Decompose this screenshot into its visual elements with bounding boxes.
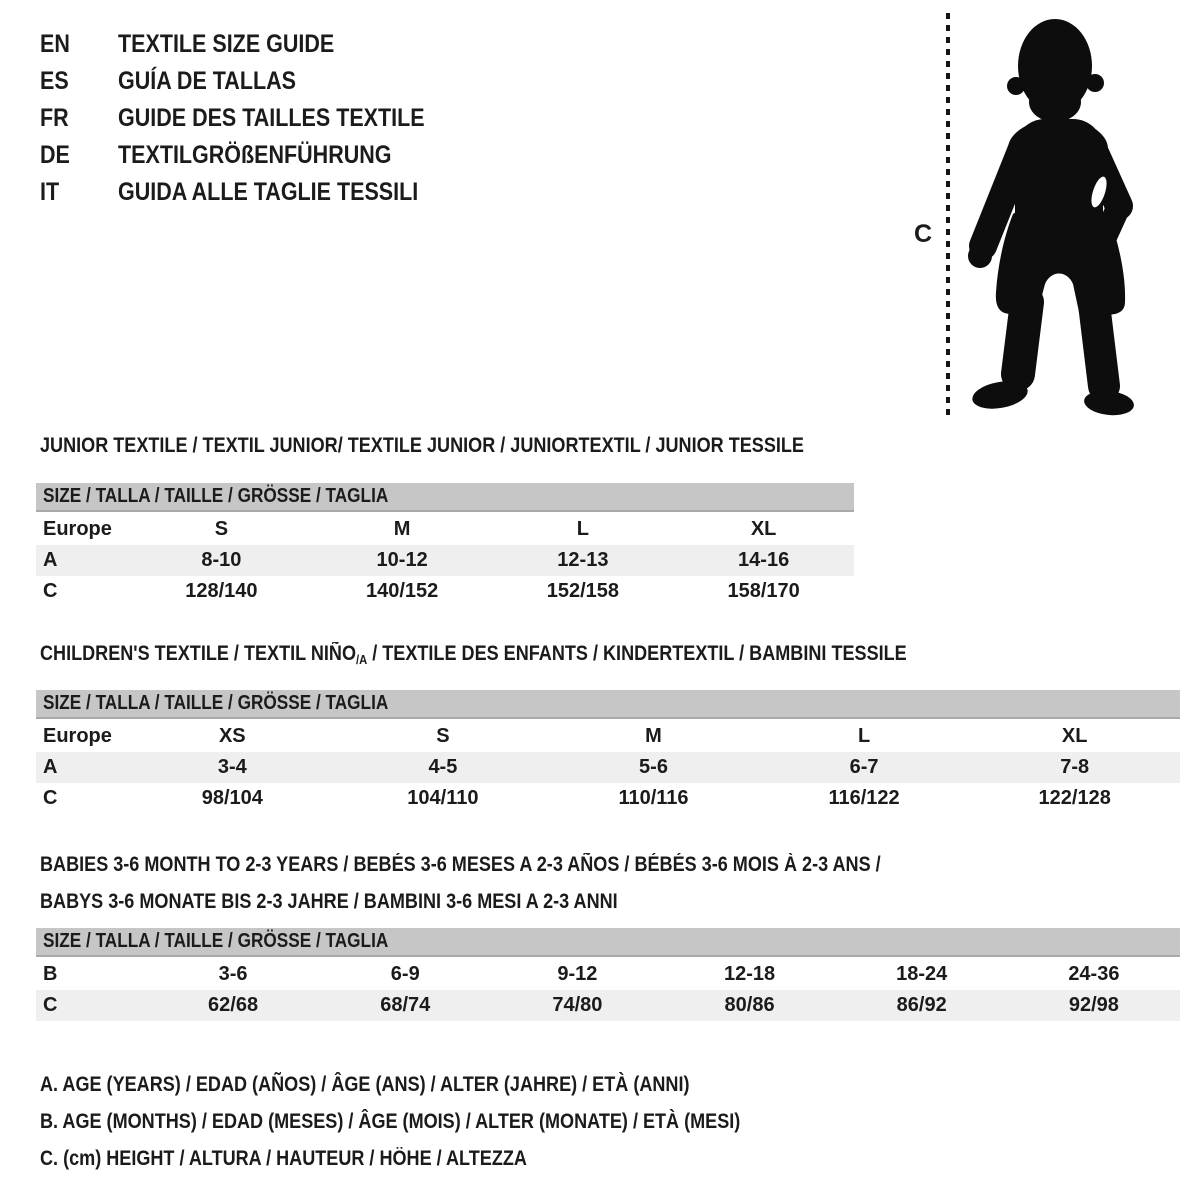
title-subscript: /A bbox=[356, 652, 368, 667]
language-code: ES bbox=[40, 67, 69, 95]
children-header-row bbox=[36, 721, 1180, 752]
junior-section-title: JUNIOR TEXTILE / TEXTIL JUNIOR/ TEXTILE JUNIOR / JUNIORTEXTIL / JUNIOR TESSILE bbox=[40, 434, 804, 457]
cell: 6-7 bbox=[849, 756, 879, 778]
cell: 12-18 bbox=[723, 963, 776, 985]
height-measure-dashed-line bbox=[946, 13, 950, 417]
cell: 140/152 bbox=[365, 580, 439, 602]
cell: 128/140 bbox=[185, 580, 258, 602]
row-label: C bbox=[43, 580, 58, 602]
junior-size-l: L bbox=[576, 518, 589, 540]
children-size-l: L bbox=[857, 725, 871, 747]
junior-table bbox=[36, 514, 854, 607]
babies-table bbox=[36, 959, 1180, 1021]
cell: 74/80 bbox=[552, 994, 603, 1016]
cell: 62/68 bbox=[208, 994, 259, 1016]
footnote-b: B. AGE (MONTHS) / EDAD (MESES) / ÂGE (MOIS) / ALTER (MONATE) / ETÀ (MESI) bbox=[40, 1110, 741, 1133]
babies-size-header-bar: SIZE / TALLA / TAILLE / GRÖSSE / TAGLIA bbox=[36, 928, 1180, 957]
footnote-a: A. AGE (YEARS) / EDAD (AÑOS) / ÂGE (ANS) / ALTER (JAHRE) / ETÀ (ANNI) bbox=[40, 1073, 690, 1096]
cell: 116/122 bbox=[828, 787, 900, 809]
cell: 24-36 bbox=[1068, 963, 1120, 985]
children-row-a bbox=[36, 752, 1180, 783]
cell: 9-12 bbox=[557, 963, 598, 985]
junior-size-header-bar: SIZE / TALLA / TAILLE / GRÖSSE / TAGLIA bbox=[36, 483, 854, 512]
row-label: B bbox=[43, 963, 58, 985]
children-size-m: M bbox=[645, 725, 662, 747]
language-title: GUÍA DE TALLAS bbox=[118, 67, 296, 95]
children-size-header-bar: SIZE / TALLA / TAILLE / GRÖSSE / TAGLIA bbox=[36, 690, 1180, 719]
language-title: GUIDE DES TAILLES TEXTILE bbox=[118, 104, 425, 132]
junior-row-c bbox=[36, 576, 854, 607]
cell: 110/116 bbox=[618, 787, 689, 809]
cell: 152/158 bbox=[546, 580, 620, 602]
language-code: FR bbox=[40, 104, 69, 132]
children-region-header: Europe bbox=[43, 725, 112, 747]
row-label: C bbox=[43, 787, 58, 809]
junior-row-a bbox=[36, 545, 854, 576]
children-section-title: CHILDREN'S TEXTILE / TEXTIL NIÑO/A / TEXTILE DES ENFANTS / KINDERTEXTIL / BAMBINI TESSILE bbox=[40, 642, 907, 667]
cell: 158/170 bbox=[727, 580, 800, 602]
junior-region-header: Europe bbox=[43, 518, 112, 540]
cell: 18-24 bbox=[896, 963, 948, 985]
cell: 3-6 bbox=[218, 963, 248, 985]
children-size-xl: XL bbox=[1061, 725, 1088, 747]
children-table bbox=[36, 721, 1180, 814]
language-title: GUIDA ALLE TAGLIE TESSILI bbox=[118, 178, 419, 206]
height-measure-label: C bbox=[914, 220, 933, 248]
language-code: DE bbox=[40, 141, 70, 169]
cell: 4-5 bbox=[428, 756, 458, 778]
row-label: A bbox=[43, 756, 58, 778]
babies-size-table bbox=[36, 928, 1180, 1021]
cell: 14-16 bbox=[738, 549, 790, 571]
footnote-c: C. (cm) HEIGHT / ALTURA / HAUTEUR / HÖHE / ALTEZZA bbox=[40, 1147, 527, 1170]
cell: 10-12 bbox=[376, 549, 428, 571]
cell: 68/74 bbox=[380, 994, 431, 1016]
cell: 122/128 bbox=[1038, 787, 1111, 809]
cell: 8-10 bbox=[201, 549, 242, 571]
footnotes bbox=[40, 1066, 854, 1177]
language-code: EN bbox=[40, 30, 70, 58]
babies-row-c bbox=[36, 990, 1180, 1021]
cell: 5-6 bbox=[639, 756, 668, 778]
junior-size-m: M bbox=[393, 518, 411, 540]
junior-header-row bbox=[36, 514, 854, 545]
language-title: TEXTILE SIZE GUIDE bbox=[118, 30, 335, 58]
language-row-en bbox=[40, 26, 475, 63]
cell: 7-8 bbox=[1060, 756, 1090, 778]
cell: 3-4 bbox=[217, 756, 247, 778]
toddler-silhouette bbox=[963, 14, 1141, 416]
language-row-it bbox=[40, 174, 475, 211]
language-title-list bbox=[40, 26, 475, 211]
language-row-fr bbox=[40, 100, 475, 137]
children-size-xs: XS bbox=[218, 725, 246, 747]
cell: 104/110 bbox=[407, 787, 479, 809]
language-title: TEXTILGRÖßENFÜHRUNG bbox=[118, 141, 392, 169]
language-code: IT bbox=[40, 178, 60, 206]
junior-size-s: S bbox=[214, 518, 229, 540]
language-row-de bbox=[40, 137, 475, 174]
babies-row-b bbox=[36, 959, 1180, 990]
children-size-s: S bbox=[436, 725, 450, 747]
cell: 12-13 bbox=[557, 549, 609, 571]
children-size-table bbox=[36, 690, 1180, 814]
language-row-es bbox=[40, 63, 475, 100]
babies-section-title: BABIES 3-6 MONTH TO 2-3 YEARS / BEBÉS 3-6 MESES A 2-3 AÑOS / BÉBÉS 3-6 MOIS À 2-3 ANS / BABYS 3-6 MONATE BIS 2-3 JAHRE / BAMBINI 3-6 MESI A 2-3 ANNI bbox=[40, 853, 881, 913]
junior-size-xl: XL bbox=[750, 518, 777, 540]
row-label: A bbox=[43, 549, 58, 571]
cell: 6-9 bbox=[390, 963, 420, 985]
children-row-c bbox=[36, 783, 1180, 814]
cell: 80/86 bbox=[724, 994, 775, 1016]
junior-size-table bbox=[36, 483, 854, 607]
cell: 92/98 bbox=[1068, 994, 1119, 1016]
cell: 98/104 bbox=[201, 787, 263, 809]
row-label: C bbox=[43, 994, 58, 1016]
cell: 86/92 bbox=[896, 994, 947, 1016]
